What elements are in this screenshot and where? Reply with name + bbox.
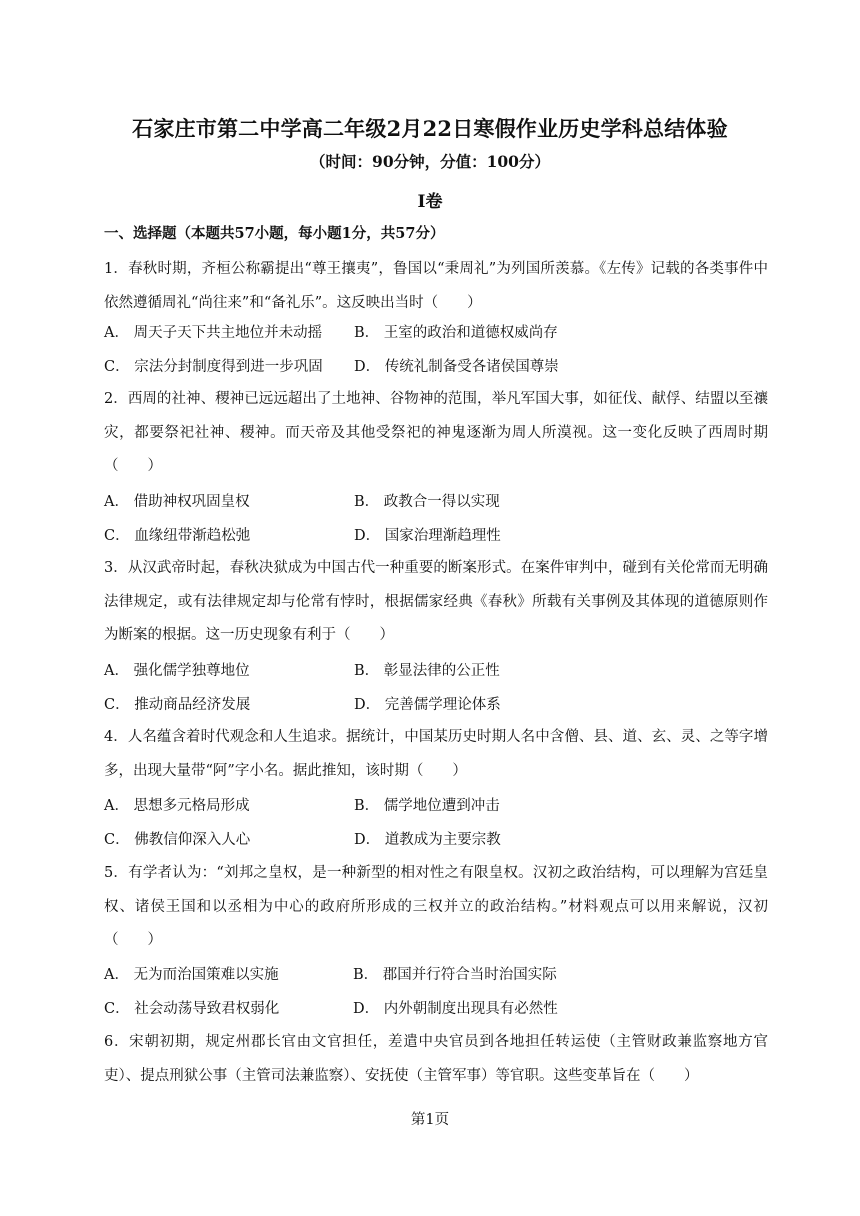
question-5-stem: 5．有学者认为：“刘邦之皇权，是一种新型的相对性之有限皇权。汉初之政治结构，可以理解为宫廷皇权、诸侯王国和以丞相为中心的政府所形成的三权并立的政治结构。”材料观点可以用来解说，汉初（ ）: [104, 865, 768, 948]
question-3-option-a: A． 强化儒学独尊地位: [104, 663, 250, 679]
question-2-option-d: D． 国家治理渐趋理性: [354, 528, 501, 544]
section-heading: 一、选择题（本题共57小题，每小题1分，共57分）: [104, 225, 445, 242]
exam-title: 石家庄市第二中学高二年级2月22日寒假作业历史学科总结体验: [132, 116, 728, 141]
question-4-options-row-2: [104, 823, 768, 857]
question-1-option-b: B． 王室的政治和道德权威尚存: [354, 325, 558, 341]
question-1-options-row-2: [104, 350, 768, 384]
question-4-options-row-1: [104, 789, 768, 823]
question-3-option-d: D． 完善儒学理论体系: [354, 697, 501, 713]
question-1-option-c: C． 宗法分封制度得到进一步巩固: [104, 359, 323, 375]
question-3-options-row-2: [104, 688, 768, 722]
question-2-option-c: C． 血缘纽带渐趋松弛: [104, 528, 251, 544]
question-5-option-c: C． 社会动荡导致君权弱化: [104, 1001, 280, 1017]
question-5-option-a: A． 无为而治国策难以实施: [104, 967, 279, 983]
question-2-stem: 2．西周的社神、稷神已远远超出了土地神、谷物神的范围，举凡军国大事，如征伐、献俘、结盟以至禳灾，都要祭祀社神、稷神。而天帝及其他受祭祀的神鬼逐渐为周人所漠视。这一变化反映了西周时期（ ）: [104, 391, 768, 474]
question-1-option-d: D． 传统礼制备受各诸侯国尊崇: [354, 359, 559, 375]
question-6-stem: 6．宋朝初期，规定州郡长官由文官担任，差遣中央官员到各地担任转运使（主管财政兼监察地方官吏）、提点刑狱公事（主管司法兼监察）、安抚使（主管军事）等官职。这些变革旨在（ ）: [104, 1034, 768, 1084]
question-1-options-row-1: [104, 316, 768, 350]
question-3-options-row-1: [104, 654, 768, 688]
question-4-option-b: B． 儒学地位遭到冲击: [354, 798, 500, 814]
question-4-option-c: C． 佛教信仰深入人心: [104, 832, 251, 848]
question-3-stem: 3．从汉武帝时起，春秋决狱成为中国古代一种重要的断案形式。在案件审判中，碰到有关伦常而无明确法律规定，或有法律规定却与伦常有悖时，根据儒家经典《春秋》所载有关事例及其体现的道德原则作为断案的根据。这一历史现象有利于（ ）: [104, 560, 768, 643]
page-number: 第1页: [410, 1112, 450, 1128]
question-2-options-row-2: [104, 519, 768, 553]
question-3-option-c: C． 推动商品经济发展: [104, 697, 251, 713]
question-2-option-b: B． 政教合一得以实现: [354, 494, 500, 510]
question-5-option-b: B． 郡国并行符合当时治国实际: [353, 967, 557, 983]
question-4-option-a: A． 思想多元格局形成: [104, 798, 250, 814]
exam-subtitle: （时间：90分钟，分值：100分）: [310, 152, 550, 171]
question-4-stem: 4．人名蕴含着时代观念和人生追求。据统计，中国某历史时期人名中含僧、县、道、玄、灵、之等字增多，出现大量带“阿”字小名。据此推知，该时期（ ）: [104, 729, 768, 779]
volume-heading: Ⅰ卷: [417, 192, 443, 212]
question-2-option-a: A． 借助神权巩固皇权: [104, 494, 250, 510]
question-5-options-row-1: [104, 958, 768, 992]
question-2-options-row-1: [104, 485, 768, 519]
question-1-option-a: A． 周天子天下共主地位并未动摇: [104, 325, 323, 341]
question-4-option-d: D． 道教成为主要宗教: [354, 832, 501, 848]
question-3-option-b: B． 彰显法律的公正性: [354, 663, 500, 679]
question-5-options-row-2: [104, 992, 768, 1026]
question-1-stem: 1．春秋时期，齐桓公称霸提出“尊王攘夷”，鲁国以“秉周礼”为列国所羡慕。《左传》记载的各类事件中依然遵循周礼“尚往来”和“备礼乐”。这反映出当时（ ）: [104, 261, 768, 311]
question-5-option-d: D． 内外朝制度出现具有必然性: [353, 1001, 558, 1017]
